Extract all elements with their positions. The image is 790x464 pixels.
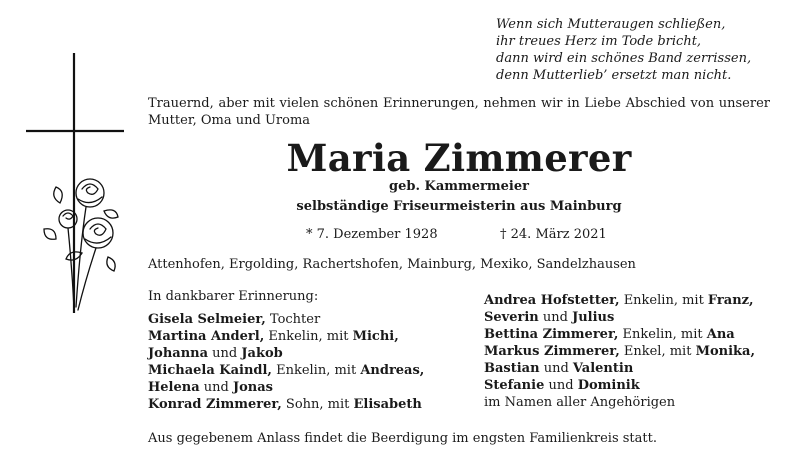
- mourner-line: Markus Zimmerer, Enkel, mit Monika,: [484, 344, 755, 359]
- remembrance-label: In dankbarer Erinnerung:: [148, 289, 319, 304]
- mourner-line: Stefanie und Dominik: [484, 378, 640, 393]
- poem-line: Wenn sich Mutteraugen schließen,: [496, 17, 726, 32]
- deceased-name: Maria Zimmerer: [286, 136, 632, 180]
- mourner-line: Severin und Julius: [484, 310, 615, 325]
- poem-line: ihr treues Herz im Tode bricht,: [496, 34, 702, 49]
- birth-date: * 7. Dezember 1928: [306, 227, 438, 242]
- mourner-line: Martina Anderl, Enkelin, mit Michi,: [148, 329, 399, 344]
- mourner-line: Johanna und Jakob: [148, 346, 283, 361]
- mourner-line: Helena und Jonas: [148, 380, 273, 395]
- poem: [496, 16, 786, 84]
- funeral-notice: Aus gegebenem Anlass findet die Beerdigung im engsten Familienkreis statt.: [148, 431, 657, 446]
- mourner-line: Konrad Zimmerer, Sohn, mit Elisabeth: [148, 397, 422, 412]
- places-list: Attenhofen, Ergolding, Rachertshofen, Mainburg, Mexiko, Sandelzhausen: [148, 257, 636, 272]
- mourner-line: Michaela Kaindl, Enkelin, mit Andreas,: [148, 363, 425, 378]
- profession: selbständige Friseurmeisterin aus Mainburg: [296, 199, 622, 214]
- mourners-right: [484, 292, 774, 411]
- mourner-line: Bettina Zimmerer, Enkelin, mit Ana: [484, 327, 735, 342]
- poem-line: dann wird ein schönes Band zerrissen,: [496, 51, 752, 66]
- mourners-left: [148, 288, 468, 413]
- mourner-line: Gisela Selmeier, Tochter: [148, 312, 321, 327]
- mourner-line: Bastian und Valentin: [484, 361, 634, 376]
- mourner-line: im Namen aller Angehörigen: [484, 395, 676, 410]
- mourner-line: Andrea Hofstetter, Enkelin, mit Franz,: [484, 293, 754, 308]
- cross-with-roses-icon: [26, 53, 126, 313]
- death-date: † 24. März 2021: [500, 227, 607, 242]
- intro-text: Trauernd, aber mit vielen schönen Erinnerungen, nehmen wir in Liebe Abschied von unserer Mutter, Oma und Uroma: [148, 96, 770, 128]
- maiden-name: geb. Kammermeier: [389, 179, 529, 194]
- poem-line: denn Mutterlieb’ ersetzt man nicht.: [496, 68, 732, 83]
